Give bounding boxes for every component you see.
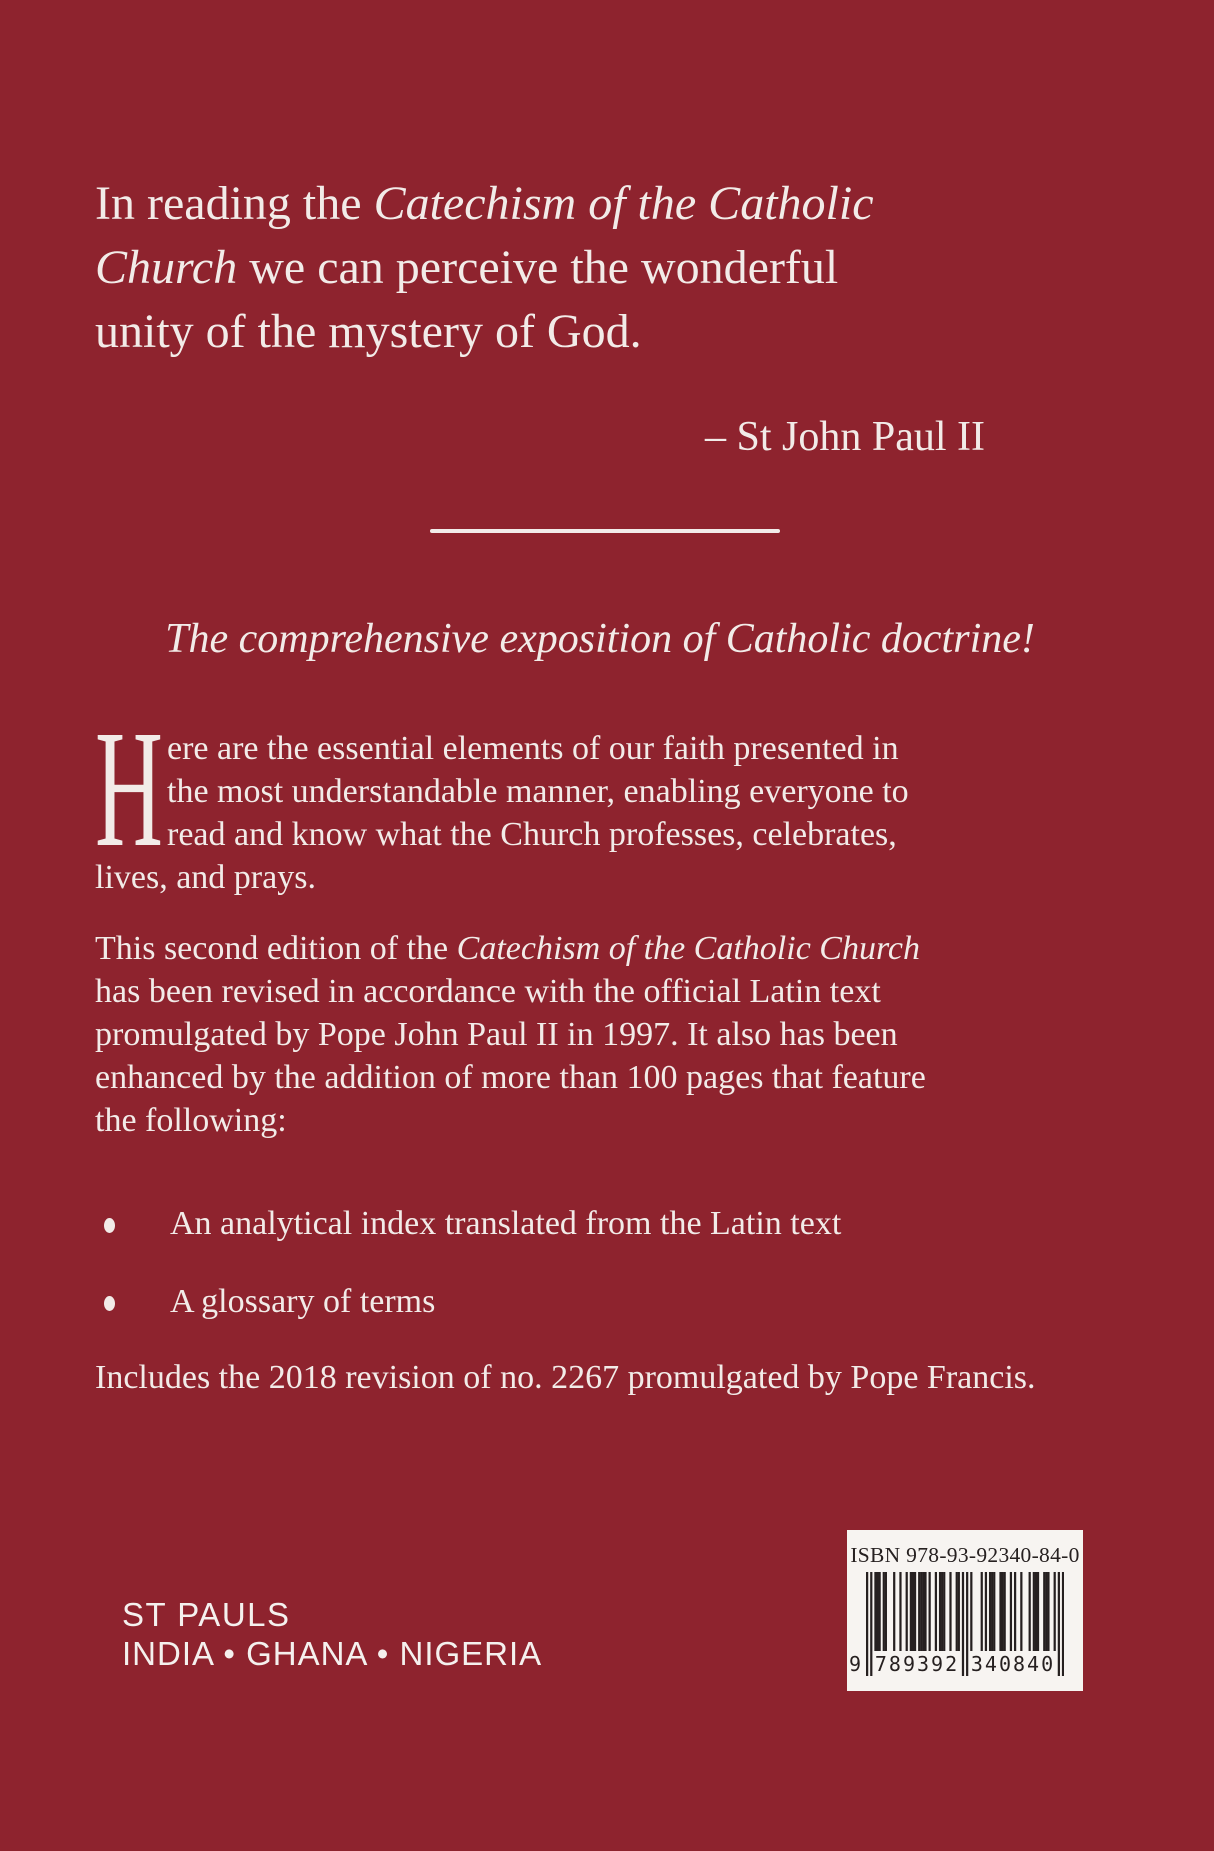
drop-cap: H: [95, 696, 163, 882]
feature-item-text: An analytical index translated from the Latin text: [170, 1205, 842, 1242]
feature-item-text: A glossary of terms: [170, 1283, 436, 1320]
barcode-digits-right: 340840: [970, 1652, 1056, 1676]
quote-attribution: – St John Paul II: [704, 414, 985, 460]
cover-quote: In reading the Catechism of the Catholic Church we can perceive the wonderful unity of the mystery of God.: [95, 177, 874, 358]
bullet-icon: [104, 1296, 115, 1311]
intro-paragraph: [95, 696, 1109, 899]
edition-paragraph: This second edition of the Catechism of the Catholic Church has been revised in accordance with the official Latin text promulgated by Pope John Paul II in 1997. It also has been enhanced by the addition of more than 100 pages that feature the following:: [95, 930, 926, 1139]
isbn-box: [847, 1530, 1083, 1691]
feature-item: [95, 1202, 1109, 1245]
divider-rule: [430, 529, 780, 533]
revision-note: Includes the 2018 revision of no. 2267 promulgated by Pope Francis.: [95, 1359, 1036, 1396]
publisher-regions: INDIA • GHANA • NIGERIA: [122, 1635, 543, 1672]
barcode-digits-left: 789392: [874, 1652, 960, 1676]
intro-paragraph-text: ere are the essential elements of our faith presented in the most understandable manner, enabling everyone to read and know what the Church professes, celebrates, lives, and prays.: [95, 730, 909, 896]
publisher-name: ST PAULS: [122, 1596, 291, 1633]
publisher-block: [122, 1595, 542, 1673]
bullet-icon: [104, 1218, 115, 1233]
isbn-label: ISBN 978-93-92340-84-0: [850, 1543, 1080, 1567]
tagline: The comprehensive exposition of Catholic doctrine!: [165, 616, 1035, 662]
barcode-area: [849, 1572, 1064, 1676]
barcode-digit-lead: 9: [849, 1652, 862, 1676]
feature-item: [95, 1280, 1109, 1323]
